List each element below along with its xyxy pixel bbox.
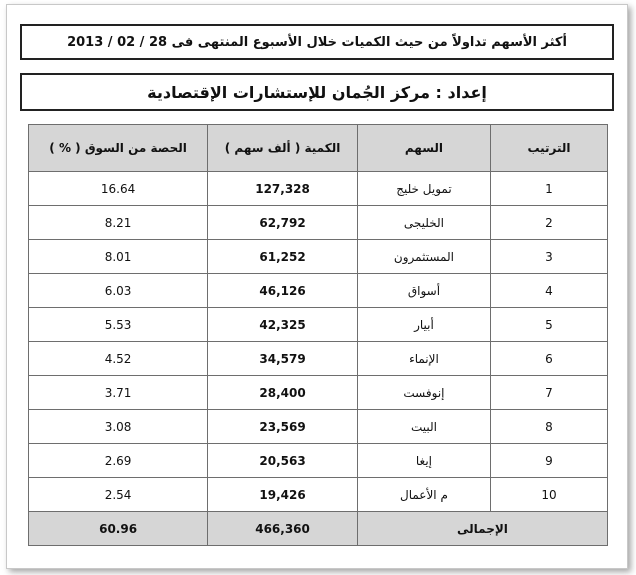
header-rank: الترتيب xyxy=(490,125,607,172)
table-header-row xyxy=(29,125,608,172)
cell-stock: إيغا xyxy=(357,444,490,478)
header-quantity: الكمية ( ألف سهم ) xyxy=(208,125,358,172)
cell-stock: الإنماء xyxy=(357,342,490,376)
cell-stock: تمويل خليج xyxy=(357,172,490,206)
cell-rank: 8 xyxy=(490,410,607,444)
cell-rank: 9 xyxy=(490,444,607,478)
cell-quantity: 28,400 xyxy=(208,376,358,410)
table-row xyxy=(29,240,608,274)
total-quantity: 466,360 xyxy=(208,512,358,546)
cell-rank: 1 xyxy=(490,172,607,206)
total-label: الإجمالى xyxy=(357,512,607,546)
table-row xyxy=(29,342,608,376)
cell-share: 2.69 xyxy=(29,444,208,478)
table-row xyxy=(29,308,608,342)
table-row xyxy=(29,172,608,206)
cell-quantity: 61,252 xyxy=(208,240,358,274)
cell-rank: 2 xyxy=(490,206,607,240)
cell-quantity: 34,579 xyxy=(208,342,358,376)
cell-quantity: 19,426 xyxy=(208,478,358,512)
cell-rank: 5 xyxy=(490,308,607,342)
cell-rank: 4 xyxy=(490,274,607,308)
cell-share: 8.01 xyxy=(29,240,208,274)
cell-share: 8.21 xyxy=(29,206,208,240)
cell-quantity: 23,569 xyxy=(208,410,358,444)
cell-share: 4.52 xyxy=(29,342,208,376)
cell-quantity: 127,328 xyxy=(208,172,358,206)
cell-stock: أبيار xyxy=(357,308,490,342)
cell-quantity: 62,792 xyxy=(208,206,358,240)
table-row xyxy=(29,478,608,512)
header-market-share: الحصة من السوق ( % ) xyxy=(29,125,208,172)
cell-stock: البيت xyxy=(357,410,490,444)
table-row xyxy=(29,206,608,240)
table-row xyxy=(29,444,608,478)
cell-stock: الخليجى xyxy=(357,206,490,240)
cell-stock: م الأعمال xyxy=(357,478,490,512)
prepared-by-banner: إعداد : مركز الجُمان للإستشارات الإقتصادية xyxy=(20,73,614,111)
header-stock: السهم xyxy=(357,125,490,172)
cell-rank: 10 xyxy=(490,478,607,512)
table-total-row xyxy=(29,512,608,546)
most-traded-stocks-table xyxy=(28,124,608,546)
cell-rank: 7 xyxy=(490,376,607,410)
cell-share: 2.54 xyxy=(29,478,208,512)
cell-rank: 6 xyxy=(490,342,607,376)
cell-share: 6.03 xyxy=(29,274,208,308)
cell-stock: إنوفست xyxy=(357,376,490,410)
cell-share: 5.53 xyxy=(29,308,208,342)
cell-rank: 3 xyxy=(490,240,607,274)
cell-stock: المستثمرون xyxy=(357,240,490,274)
cell-stock: أسواق xyxy=(357,274,490,308)
table-row xyxy=(29,376,608,410)
cell-quantity: 20,563 xyxy=(208,444,358,478)
total-share: 60.96 xyxy=(29,512,208,546)
cell-share: 16.64 xyxy=(29,172,208,206)
page-title: أكثر الأسهم تداولاً من حيث الكميات خلال الأسبوع المنتهى فى 28 / 02 / 2013 xyxy=(20,24,614,60)
cell-share: 3.08 xyxy=(29,410,208,444)
table-row xyxy=(29,274,608,308)
cell-quantity: 46,126 xyxy=(208,274,358,308)
cell-quantity: 42,325 xyxy=(208,308,358,342)
cell-share: 3.71 xyxy=(29,376,208,410)
table-row xyxy=(29,410,608,444)
